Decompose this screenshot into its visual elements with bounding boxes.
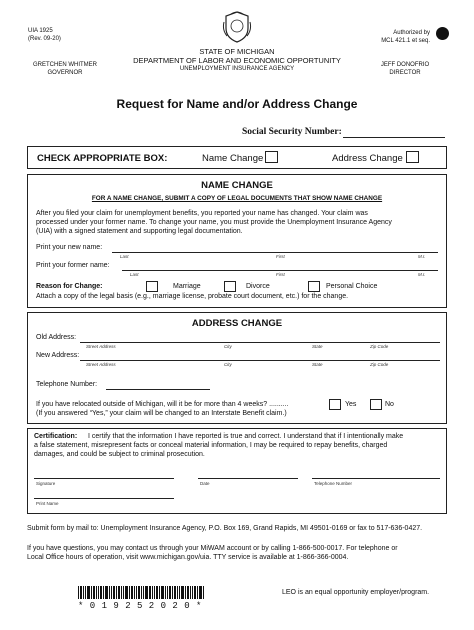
new-name-first-caption: First [276, 254, 285, 259]
name-change-intro-line-2: processed under your former name. To change your name, you must provide the Unemployment Insurance Agency [36, 219, 392, 226]
new-name-last-caption: Last [120, 254, 129, 259]
form-revision: (Rev. 09-20) [28, 36, 61, 42]
name-change-intro-line-3: (UIA) with a signed statement and supporting legal documentation. [36, 228, 243, 235]
ssn-field[interactable] [343, 137, 445, 138]
name-change-heading: NAME CHANGE [201, 180, 273, 191]
name-change-checkbox[interactable] [265, 151, 278, 163]
certification-section [27, 428, 447, 514]
name-change-subheading: FOR A NAME CHANGE, SUBMIT A COPY OF LEGAL DOCUMENTS THAT SHOW NAME CHANGE [91, 195, 383, 202]
state-seal-icon [222, 10, 252, 44]
questions-line-1: If you have questions, you may contact us through your MiWAM account or by calling 1-866-500-0017. For telephone or [27, 545, 398, 552]
relocated-yes-checkbox[interactable] [329, 399, 341, 410]
relocated-question: If you have relocated outside of Michigan, will it be for more than 4 weeks? .......... [36, 401, 289, 408]
questions-line-2: Local Office hours of operation, visit www.michigan.gov/uia. TTY service is available at 1-866-366-0004. [27, 554, 349, 561]
attach-instructions: Attach a copy of the legal basis (e.g., marriage license, probate court document, etc.) for the change. [36, 293, 349, 300]
certification-text-line-1: I certify that the information I have reported is true and correct. I understand that if I intentionally make [88, 433, 404, 440]
former-name-last-caption: Last [130, 272, 139, 277]
old-address-city-caption: City [224, 344, 232, 349]
relocated-no-label: No [385, 401, 394, 408]
agency-name: UNEMPLOYMENT INSURANCE AGENCY [179, 66, 295, 72]
signature-field[interactable] [34, 478, 174, 479]
name-change-option-label: Name Change [202, 153, 264, 164]
relocated-yes-label: Yes [345, 401, 357, 408]
relocated-no-checkbox[interactable] [370, 399, 382, 410]
new-address-field[interactable] [80, 360, 440, 361]
name-change-intro-line-1: After you filed your claim for unemployment benefits, you reported your name has changed. Your claim was [36, 210, 368, 217]
new-name-label: Print your new name: [36, 244, 103, 251]
director-title: DIRECTOR [389, 70, 421, 76]
form-title: Request for Name and/or Address Change [116, 97, 358, 111]
mcl-reference: MCL 421.1 et seq. [381, 38, 430, 44]
director-name: JEFF DONOFRIO [380, 62, 430, 68]
old-address-field[interactable] [80, 342, 440, 343]
reason-divorce-label: Divorce [246, 283, 270, 290]
interstate-note: (If you answered “Yes,” your claim will be changed to an Interstate Benefit claim.) [36, 410, 287, 417]
reason-personal-choice-checkbox[interactable] [308, 281, 320, 292]
telephone-field[interactable] [106, 389, 210, 390]
print-name-field[interactable] [34, 498, 174, 499]
department-name: DEPARTMENT OF LABOR AND ECONOMIC OPPORTUNITY [133, 56, 341, 65]
certification-text-line-3: damages, and could be subject to criminal prosecution. [34, 451, 205, 458]
equal-opportunity-statement: LEO is an equal opportunity employer/program. [282, 589, 430, 596]
address-change-heading: ADDRESS CHANGE [191, 318, 283, 329]
certification-telephone-caption: Telephone Number [314, 481, 353, 486]
corner-dot-icon [436, 27, 449, 40]
address-change-checkbox[interactable] [406, 151, 419, 163]
form-number: UIA 1925 [28, 28, 53, 34]
signature-caption: Signature [36, 481, 56, 486]
print-name-caption: Print Name [36, 501, 59, 506]
check-box-label: CHECK APPROPRIATE BOX: [37, 153, 168, 164]
barcode-text: * 0 1 9 2 5 2 0 2 0 * [78, 601, 202, 611]
former-name-mi-caption: M.I. [418, 272, 426, 277]
governor-name: GRETCHEN WHITMER [33, 62, 97, 68]
mail-instructions: Submit form by mail to: Unemployment Insurance Agency, P.O. Box 169, Grand Rapids, MI 49501-0169 or fax to 517-636-0427. [27, 525, 423, 532]
authorized-by: Authorized by [393, 30, 430, 36]
former-name-first-caption: First [276, 272, 285, 277]
barcode-icon [78, 586, 205, 599]
old-address-zip-caption: Zip Code [370, 344, 389, 349]
certification-text-line-2: a false statement, misrepresent facts or conceal material information, I may be required to repay benefits, charged [34, 442, 388, 449]
governor-title: GOVERNOR [47, 70, 83, 76]
reason-marriage-label: Marriage [173, 283, 201, 290]
reason-personal-choice-label: Personal Choice [326, 283, 378, 290]
ssn-label: Social Security Number: [242, 127, 342, 137]
address-change-option-label: Address Change [332, 153, 403, 164]
old-address-label: Old Address: [36, 334, 77, 341]
old-address-street-caption: Street Address [86, 344, 116, 349]
certification-telephone-field[interactable] [312, 478, 440, 479]
new-address-zip-caption: Zip Code [370, 362, 389, 367]
telephone-label: Telephone Number: [36, 381, 98, 388]
new-name-field[interactable] [112, 252, 438, 253]
certification-label: Certification: [34, 433, 78, 440]
old-address-state-caption: State [312, 344, 323, 349]
reason-divorce-checkbox[interactable] [224, 281, 236, 292]
former-name-field[interactable] [122, 270, 438, 271]
new-address-state-caption: State [312, 362, 323, 367]
date-field[interactable] [198, 478, 298, 479]
new-name-mi-caption: M.I. [418, 254, 426, 259]
former-name-label: Print your former name: [36, 262, 110, 269]
new-address-city-caption: City [224, 362, 232, 367]
reason-marriage-checkbox[interactable] [146, 281, 158, 292]
state-name: STATE OF MICHIGAN [199, 47, 275, 56]
reason-label: Reason for Change: [36, 283, 103, 290]
new-address-street-caption: Street Address [86, 362, 116, 367]
date-caption: Date [200, 481, 210, 486]
new-address-label: New Address: [36, 352, 80, 359]
